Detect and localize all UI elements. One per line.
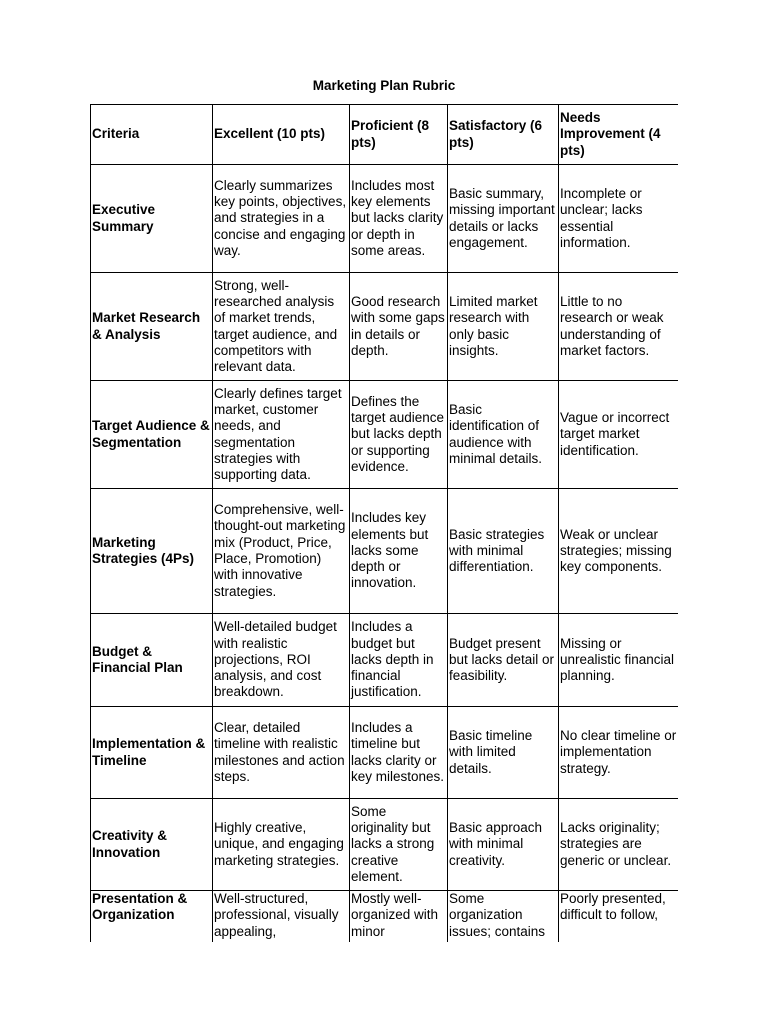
table-row — [91, 165, 679, 273]
header-satisfactory: Satisfactory (6 pts) — [448, 105, 559, 165]
satisfactory-cell: Basic timeline with limited details. — [448, 707, 559, 799]
excellent-cell: Clearly defines target market, customer needs, and segmentation strategies with supporting data. — [213, 381, 350, 489]
table-row — [91, 489, 679, 614]
proficient-cell: Some originality but lacks a strong creative element. — [350, 799, 448, 891]
criterion-cell: Creativity & Innovation — [91, 799, 213, 891]
excellent-cell: Clearly summarizes key points, objectives, and strategies in a concise and engaging way. — [213, 165, 350, 273]
satisfactory-cell: Limited market research with only basic insights. — [448, 273, 559, 381]
table-row — [91, 273, 679, 381]
criterion-cell: Target Audience & Segmentation — [91, 381, 213, 489]
proficient-cell: Mostly well-organized with minor — [350, 891, 448, 943]
excellent-cell: Highly creative, unique, and engaging marketing strategies. — [213, 799, 350, 891]
satisfactory-cell: Budget present but lacks detail or feasibility. — [448, 614, 559, 707]
needs-improvement-cell: Lacks originality; strategies are generic or unclear. — [559, 799, 679, 891]
header-proficient: Proficient (8 pts) — [350, 105, 448, 165]
header-excellent: Excellent (10 pts) — [213, 105, 350, 165]
excellent-cell: Comprehensive, well-thought-out marketing mix (Product, Price, Place, Promotion) with innovative strategies. — [213, 489, 350, 614]
proficient-cell: Includes key elements but lacks some depth or innovation. — [350, 489, 448, 614]
table-row — [91, 799, 679, 891]
table-row — [91, 891, 679, 943]
page-title: Marketing Plan Rubric — [312, 78, 456, 93]
proficient-cell: Includes a timeline but lacks clarity or key milestones. — [350, 707, 448, 799]
proficient-cell: Includes most key elements but lacks clarity or depth in some areas. — [350, 165, 448, 273]
needs-improvement-cell: Poorly presented, difficult to follow, — [559, 891, 679, 943]
criterion-cell: Executive Summary — [91, 165, 213, 273]
needs-improvement-cell: Little to no research or weak understanding of market factors. — [559, 273, 679, 381]
proficient-cell: Good research with some gaps in details or depth. — [350, 273, 448, 381]
criterion-cell: Market Research & Analysis — [91, 273, 213, 381]
header-row — [91, 105, 679, 165]
criterion-cell: Budget & Financial Plan — [91, 614, 213, 707]
excellent-cell: Well-detailed budget with realistic projections, ROI analysis, and cost breakdown. — [213, 614, 350, 707]
table-row — [91, 381, 679, 489]
table-row — [91, 614, 679, 707]
excellent-cell: Well-structured, professional, visually appealing, — [213, 891, 350, 943]
needs-improvement-cell: Incomplete or unclear; lacks essential information. — [559, 165, 679, 273]
proficient-cell: Defines the target audience but lacks depth or supporting evidence. — [350, 381, 448, 489]
header-needs-improvement: Needs Improvement (4 pts) — [559, 105, 679, 165]
criterion-cell: Implementation & Timeline — [91, 707, 213, 799]
table-row — [91, 707, 679, 799]
rubric-table — [90, 104, 678, 942]
criterion-cell: Presentation & Organization — [91, 891, 213, 943]
satisfactory-cell: Basic identification of audience with minimal details. — [448, 381, 559, 489]
header-criteria: Criteria — [91, 105, 213, 165]
satisfactory-cell: Basic summary, missing important details or lacks engagement. — [448, 165, 559, 273]
needs-improvement-cell: Missing or unrealistic financial planning. — [559, 614, 679, 707]
needs-improvement-cell: Weak or unclear strategies; missing key components. — [559, 489, 679, 614]
satisfactory-cell: Some organization issues; contains — [448, 891, 559, 943]
proficient-cell: Includes a budget but lacks depth in financial justification. — [350, 614, 448, 707]
excellent-cell: Clear, detailed timeline with realistic milestones and action steps. — [213, 707, 350, 799]
rubric-table-container — [90, 104, 678, 942]
criterion-cell: Marketing Strategies (4Ps) — [91, 489, 213, 614]
satisfactory-cell: Basic strategies with minimal differentiation. — [448, 489, 559, 614]
needs-improvement-cell: No clear timeline or implementation strategy. — [559, 707, 679, 799]
excellent-cell: Strong, well-researched analysis of market trends, target audience, and competitors with relevant data. — [213, 273, 350, 381]
satisfactory-cell: Basic approach with minimal creativity. — [448, 799, 559, 891]
needs-improvement-cell: Vague or incorrect target market identification. — [559, 381, 679, 489]
